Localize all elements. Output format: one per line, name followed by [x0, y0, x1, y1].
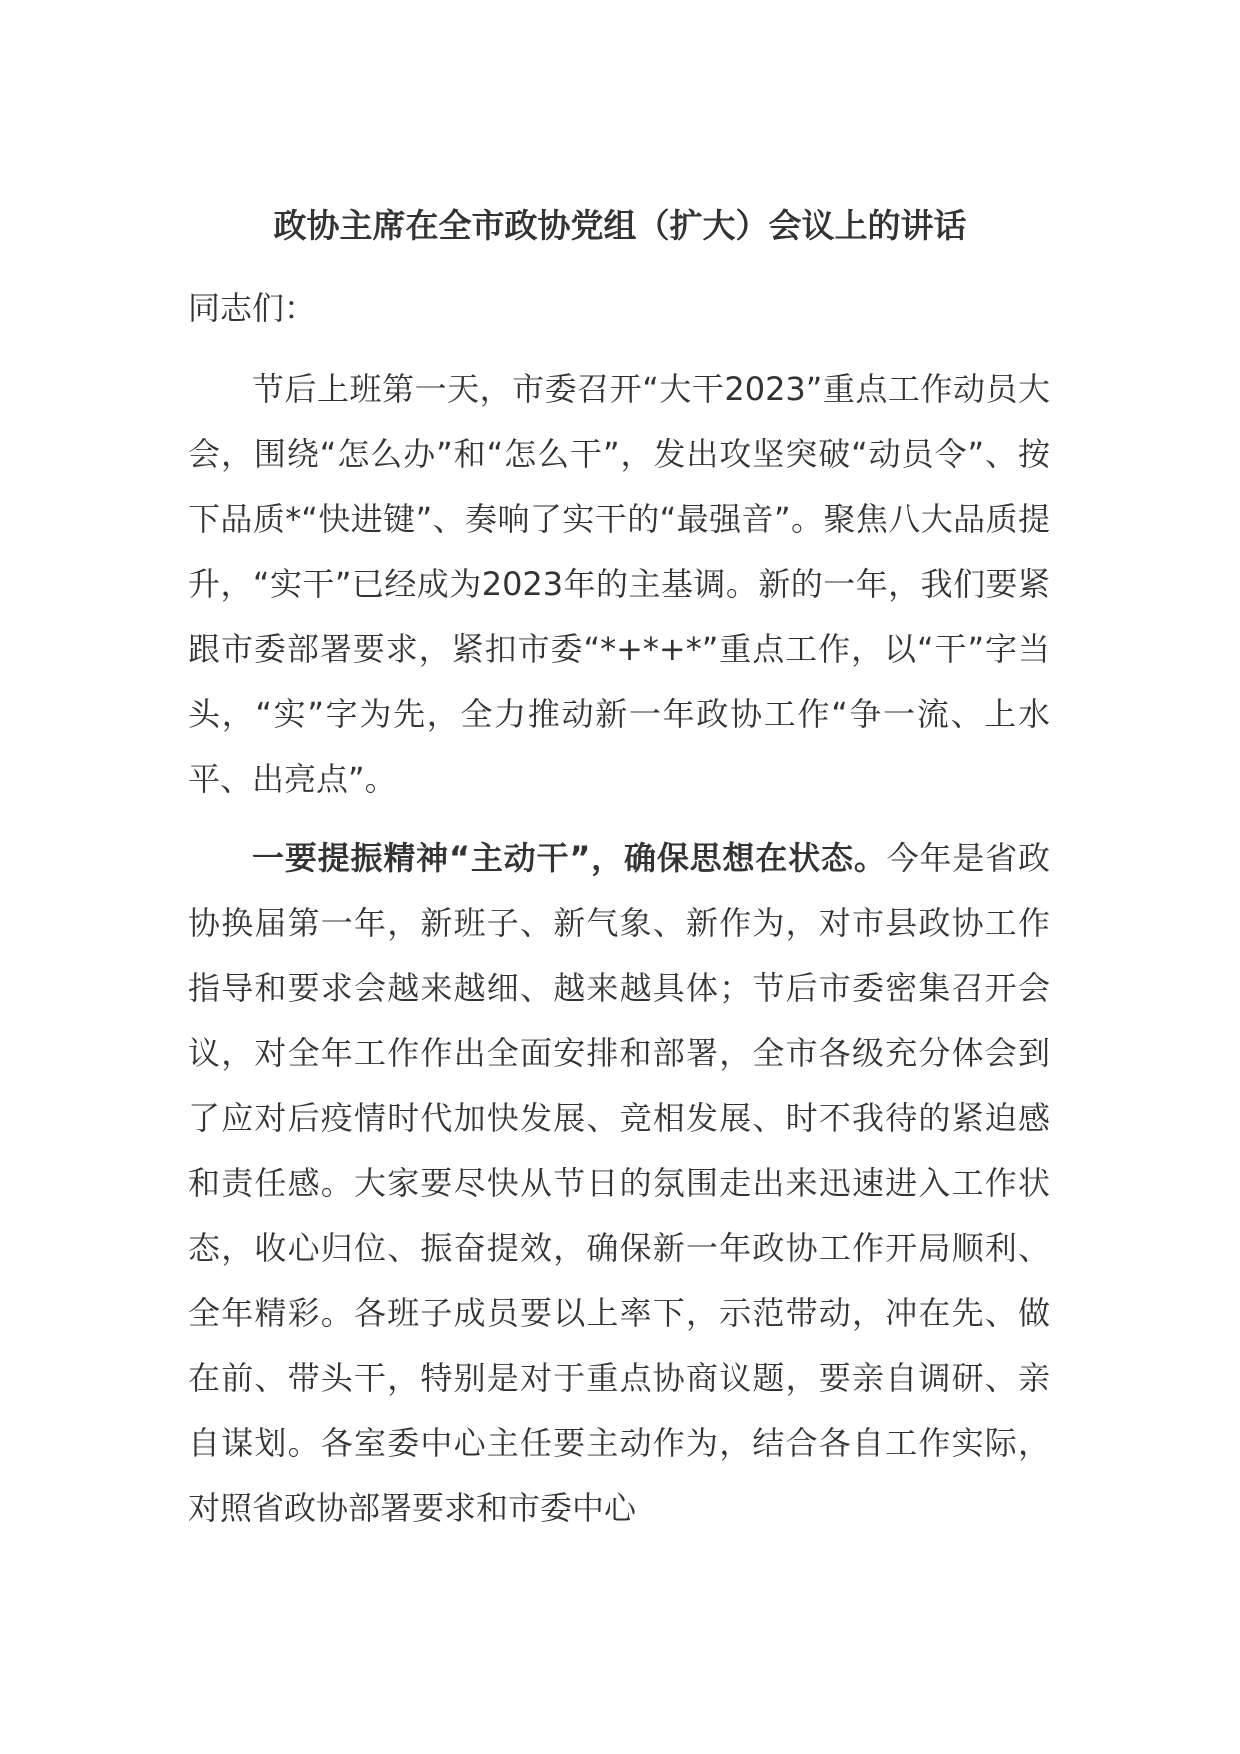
- paragraph-2-lead: 一要提振精神“主动干”，确保思想在状态。: [252, 839, 887, 877]
- paragraph-1: 节后上班第一天，市委召开“大干2023”重点工作动员大会，围绕“怎么办”和“怎么干”，发出攻坚突破“动员令”、按下品质*“快进键”、奏响了实干的“最强音”。聚焦八大品质提升，“实干”已经成为2023年的主基调。新的一年，我们要紧跟市委部署要求，紧扣市委“*+*+*”重点工作，以“干”字当头，“实”字为先，全力推动新一年政协工作“争一流、上水平、出亮点”。: [188, 370, 1050, 798]
- document-title: 政协主席在全市政协党组（扩大）会议上的讲话: [273, 206, 967, 245]
- salutation: 同志们：: [188, 289, 317, 327]
- paragraph-2: [188, 826, 1050, 1541]
- paragraph-2-body: 今年是省政协换届第一年，新班子、新气象、新作为，对市县政协工作指导和要求会越来越细、越来越具体；节后市委密集召开会议，对全年工作作出全面安排和部署，全市各级充分体会到了应对后疫情时代加快发展、竞相发展、时不我待的紧迫感和责任感。大家要尽快从节日的氛围走出来迅速进入工作状态，收心归位、振奋提效，确保新一年政协工作开局顺利、全年精彩。各班子成员要以上率下，示范带动，冲在先、做在前、带头干，特别是对于重点协商议题，要亲自调研、亲自谋划。各室委中心主任要主动作为，结合各自工作实际，对照省政协部署要求和市委中心: [188, 839, 1050, 1527]
